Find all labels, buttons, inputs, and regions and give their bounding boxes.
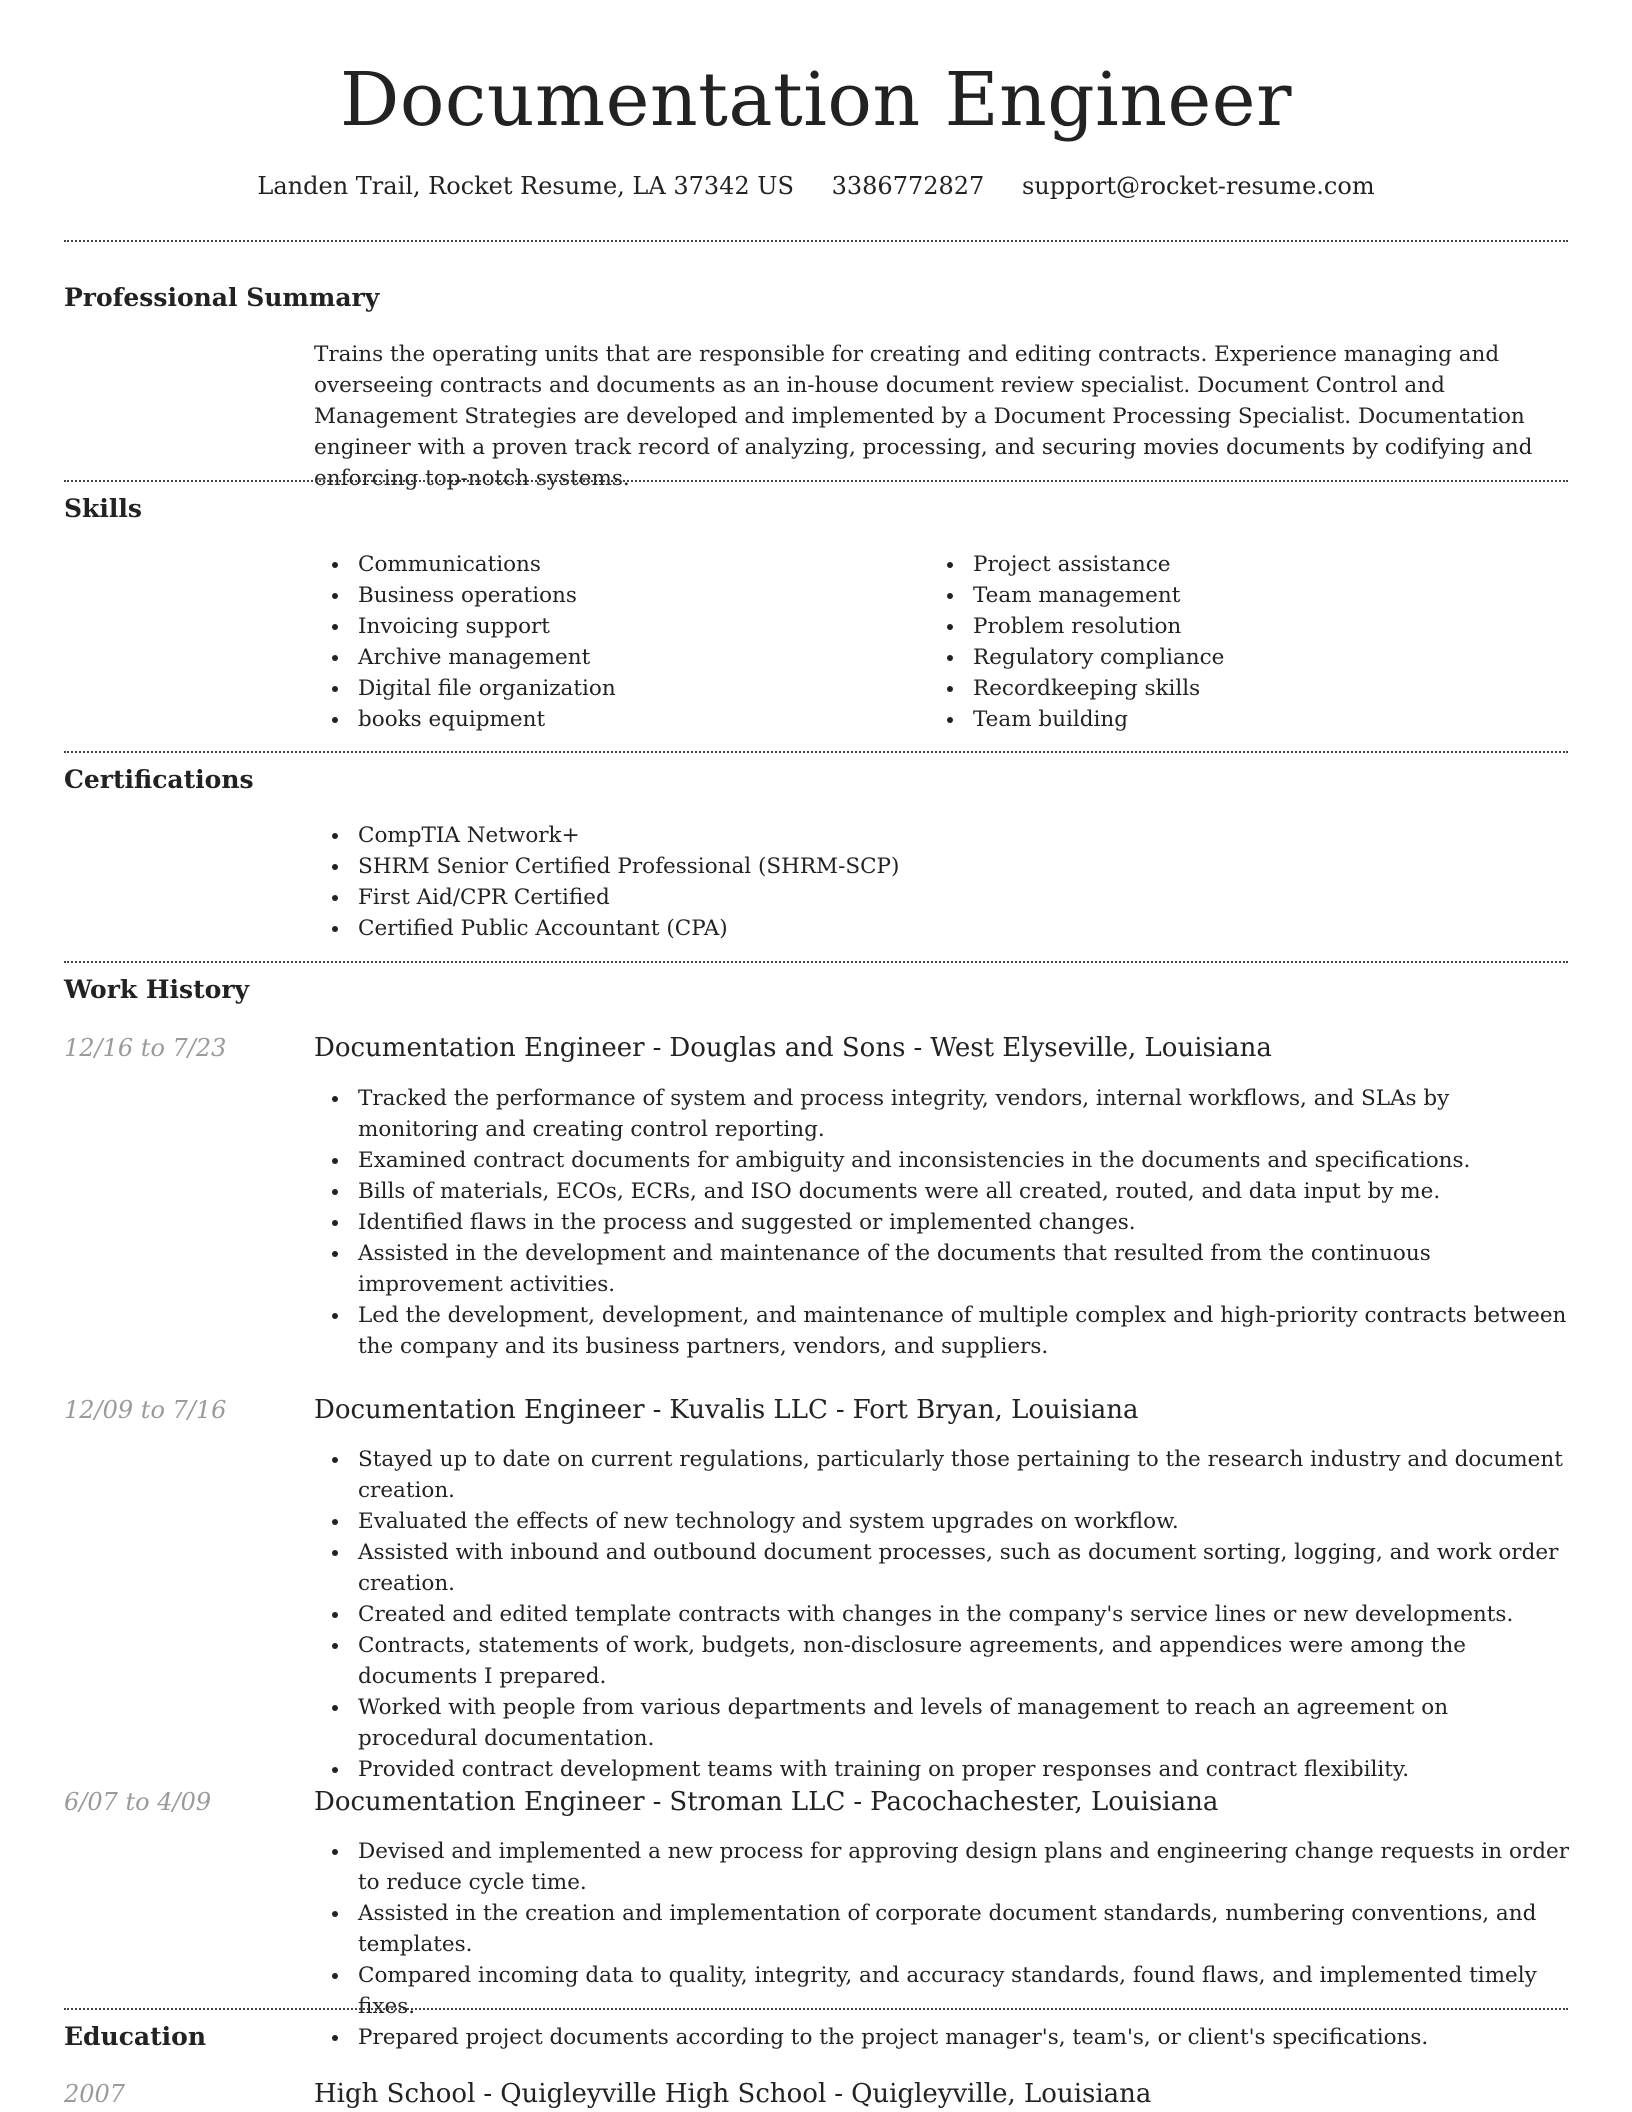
job-bullets	[314, 1083, 1574, 1362]
job-heading: Documentation Engineer - Kuvalis LLC - Fort Bryan, Louisiana	[314, 1395, 1139, 1425]
certification-item: Certified Public Accountant (CPA)	[314, 913, 1568, 944]
skill-item: Team building	[929, 704, 1529, 735]
resume-name: Documentation Engineer	[340, 57, 1292, 143]
job-bullet: Devised and implemented a new process for approving design plans and engineering change requests in order to reduce cycle time.	[314, 1836, 1574, 1898]
contact-address: Landen Trail, Rocket Resume, LA 37342 US	[257, 172, 794, 200]
job-bullet: Provided contract development teams with training on proper responses and contract flexibility.	[314, 1754, 1574, 1785]
summary-heading: Professional Summary	[64, 283, 380, 312]
certification-item: First Aid/CPR Certified	[314, 882, 1568, 913]
job-bullet: Identified flaws in the process and suggested or implemented changes.	[314, 1207, 1574, 1238]
skill-item: Digital file organization	[314, 673, 914, 704]
job-bullet: Compared incoming data to quality, integrity, and accuracy standards, found flaws, and implemented timely fixes.	[314, 1960, 1574, 2022]
education-heading-line: High School - Quigleyville High School - Quigleyville, Louisiana	[314, 2079, 1152, 2109]
education-year: 2007	[64, 2080, 126, 2108]
skills-heading: Skills	[64, 494, 142, 523]
certifications-heading: Certifications	[64, 765, 254, 794]
job-company: Douglas and Sons	[669, 1033, 906, 1063]
skill-item: Business operations	[314, 580, 914, 611]
skills-list-right	[929, 549, 1529, 735]
job-dates: 12/16 to 7/23	[64, 1034, 227, 1062]
job-bullets	[314, 1836, 1574, 2053]
summary-text: Trains the operating units that are responsible for creating and editing contracts. Experience managing and overseeing contracts and documents as an in-house document review specialist. Document Control and Management Strategies are developed and implemented by a Document Processing Specialist. Documentation engineer with a proven track record of analyzing, processing, and securing movies documents by codifying and enforcing top-notch systems.	[314, 342, 1533, 491]
skill-item: Team management	[929, 580, 1529, 611]
job-bullet: Assisted in the development and maintenance of the documents that resulted from the continuous improvement activities.	[314, 1238, 1574, 1300]
job-bullet: Tracked the performance of system and process integrity, vendors, internal workflows, and SLAs by monitoring and creating control reporting.	[314, 1083, 1574, 1145]
section-divider	[64, 961, 1568, 963]
skill-item: Communications	[314, 549, 914, 580]
job-heading: Documentation Engineer - Stroman LLC - Pacochachester, Louisiana	[314, 1787, 1219, 1817]
skill-item: Archive management	[314, 642, 914, 673]
job-bullet: Assisted in the creation and implementation of corporate document standards, numbering conventions, and templates.	[314, 1898, 1574, 1960]
job-title: Documentation Engineer	[314, 1787, 645, 1817]
section-divider	[64, 2008, 1568, 2010]
skill-item: Recordkeeping skills	[929, 673, 1529, 704]
job-bullet: Prepared project documents according to the project manager's, team's, or client's specifications.	[314, 2022, 1574, 2053]
section-divider	[64, 751, 1568, 753]
skill-item: Project assistance	[929, 549, 1529, 580]
contact-email: support@rocket-resume.com	[1021, 172, 1375, 200]
certification-item: CompTIA Network+	[314, 820, 1568, 851]
education-location: Quigleyville, Louisiana	[851, 2079, 1152, 2109]
job-company: Stroman LLC	[669, 1787, 846, 1817]
certification-item: SHRM Senior Certified Professional (SHRM-SCP)	[314, 851, 1568, 882]
job-company: Kuvalis LLC	[669, 1395, 828, 1425]
job-bullet: Assisted with inbound and outbound document processes, such as document sorting, logging, and work order creation.	[314, 1537, 1574, 1599]
job-bullet: Worked with people from various departments and levels of management to reach an agreement on procedural documentation.	[314, 1692, 1574, 1754]
section-divider	[64, 240, 1568, 242]
job-location: West Elyseville, Louisiana	[930, 1033, 1272, 1063]
job-bullet: Bills of materials, ECOs, ECRs, and ISO documents were all created, routed, and data input by me.	[314, 1176, 1574, 1207]
job-bullet: Led the development, development, and maintenance of multiple complex and high-priority contracts between the company and its business partners, vendors, and suppliers.	[314, 1300, 1574, 1362]
job-heading: Documentation Engineer - Douglas and Sons - West Elyseville, Louisiana	[314, 1033, 1272, 1063]
education-school: Quigleyville High School	[500, 2079, 827, 2109]
skill-item: Problem resolution	[929, 611, 1529, 642]
contact-line	[0, 170, 1632, 202]
skill-item: Invoicing support	[314, 611, 914, 642]
job-bullet: Examined contract documents for ambiguity and inconsistencies in the documents and specifications.	[314, 1145, 1574, 1176]
job-dates: 12/09 to 7/16	[64, 1396, 227, 1424]
certifications-list	[314, 820, 1568, 944]
job-bullet: Evaluated the effects of new technology and system upgrades on workflow.	[314, 1506, 1574, 1537]
education-heading: Education	[64, 2022, 207, 2051]
skill-item: books equipment	[314, 704, 914, 735]
job-bullet: Stayed up to date on current regulations, particularly those pertaining to the research industry and document creation.	[314, 1444, 1574, 1506]
education-degree: High School	[314, 2079, 476, 2109]
job-title: Documentation Engineer	[314, 1033, 645, 1063]
skill-item: Regulatory compliance	[929, 642, 1529, 673]
job-bullet: Created and edited template contracts with changes in the company's service lines or new developments.	[314, 1599, 1574, 1630]
job-bullets	[314, 1444, 1574, 1785]
job-location: Fort Bryan, Louisiana	[852, 1395, 1139, 1425]
work-history-heading: Work History	[64, 975, 250, 1004]
contact-phone: 3386772827	[831, 172, 985, 200]
job-bullet: Contracts, statements of work, budgets, non-disclosure agreements, and appendices were among the documents I prepared.	[314, 1630, 1574, 1692]
section-divider	[64, 480, 1568, 482]
job-dates: 6/07 to 4/09	[64, 1788, 212, 1816]
skills-list-left	[314, 549, 914, 735]
job-title: Documentation Engineer	[314, 1395, 645, 1425]
job-location: Pacochachester, Louisiana	[870, 1787, 1219, 1817]
